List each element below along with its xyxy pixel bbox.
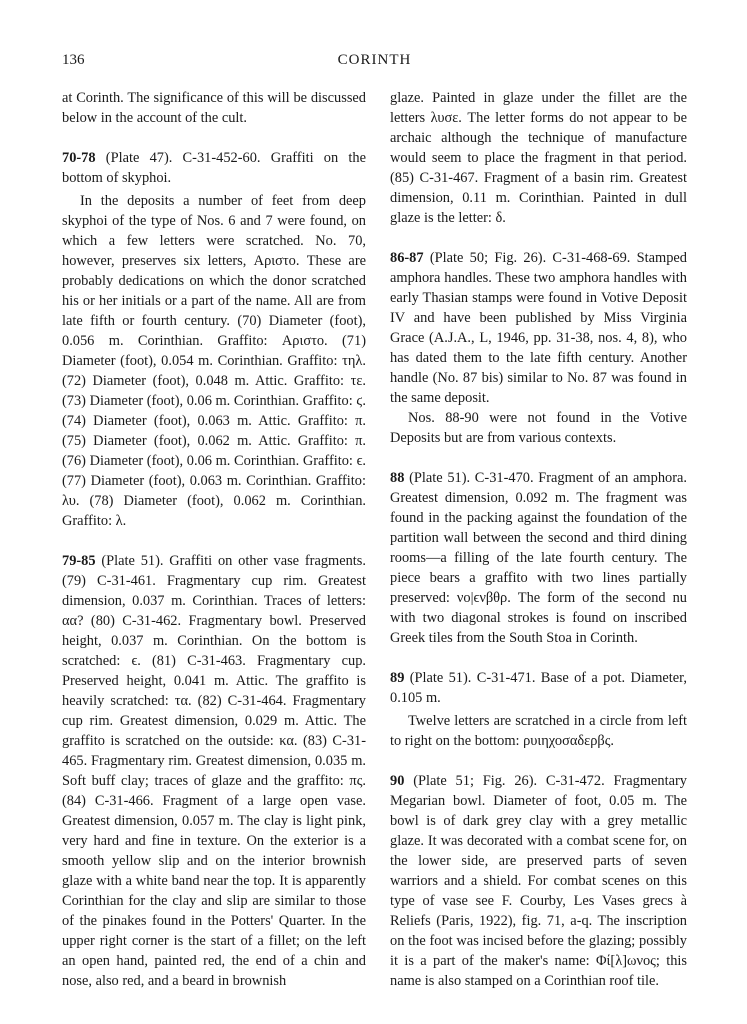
catalogue-entry-90: 90 (Plate 51; Fig. 26). C-31-472. Fragmentary Megarian bowl. Diameter of foot, 0.05 m. The bowl is of dark grey clay with a grey metallic glaze. It was decorated with a combat scene for, on the lower side, are preserved parts of seven warriors and a shield. For combat scenes on this type of vase see F. Courby, Les Vases grecs à Reliefs (Paris, 1922), fig. 71, a-q. The inscription on the foot was incised before the glazing; possibly it is a part of the maker's name: Φί[λ]ωνος; this name is also stamped on a Corinthian roof tile. bbox=[390, 773, 687, 989]
note-nos-88-90: Nos. 88-90 were not found in the Votive Deposits but are from various contexts. bbox=[390, 410, 687, 446]
catalogue-entry-79-85: 79-85 (Plate 51). Graffiti on other vase fragments. (79) C-31-461. Fragmentary cup rim. Greatest dimension, 0.037 m. Corinthian. Traces of letters: αα? (80) C-31-462. Fragmentary bowl. Preserved height, 0.037 m. Corinthian. On the bottom is scratched: ϵ. (81) C-31-463. Fragmentary cup. Preserved height, 0.041 m. Attic. The graffito is heavily scratched: τα. (82) C-31-464. Fragmentary cup rim. Greatest dimension, 0.029 m. Attic. The graffito is scratched on the outside: κα. (83) C-31-465. Fragmentary rim. Greatest dimension, 0.035 m. Soft buff clay; traces of glaze and the graffito: πς. (84) C-31-466. Fragment of a large open vase. Greatest dimension, 0.057 m. The clay is light pink, very hard and fine in texture. On the exterior is a smooth yellow slip and on the interior brownish glaze with a white band near the top. It is apparently Corinthian for the clay and slip are similar to those of the pinakes found in the Potters' Quarter. In the upper right corner is the start of a fillet; on the left an open hand, painted red, the end of a chin and nose, also red, and a beard in brownish bbox=[62, 553, 366, 989]
catalogue-entry-86-87: 86-87 (Plate 50; Fig. 26). C-31-468-69. Stamped amphora handles. These two amphora handles with early Thasian stamps were found in Votive Deposit IV and have been published by Miss Virginia Grace (A.J.A., L, 1946, pp. 31-38, nos. 4, 8), who has dated them to the late fifth century. Another handle (No. 87 bis) similar to No. 87 was found in the same deposit. bbox=[390, 250, 687, 406]
catalogue-entry-70-78-body: In the deposits a number of feet from deep skyphoi of the type of Nos. 6 and 7 were found, on which a few letters were scratched. No. 70, however, preserves six letters, Αριστο. These are probably dedications on which the donor scratched his or her initials or a part of the name. All are from late fifth or fourth century. (70) Diameter (foot), 0.056 m. Corinthian. Graffito: Αριστο. (71) Diameter (foot), 0.054 m. Corinthian. Graffito: τηλ. (72) Diameter (foot), 0.048 m. Attic. Graffito: τε. (73) Diameter (foot), 0.06 m. Corinthian. Graffito: ϛ. (74) Diameter (foot), 0.063 m. Attic. Graffito: π. (75) Diameter (foot), 0.062 m. Attic. Graffito: π. (76) Diameter (foot), 0.06 m. Corinthian. Graffito: ϵ. (77) Diameter (foot), 0.063 m. Corinthian. Graffito: λυ. (78) Diameter (foot), 0.062 m. Corinthian. Graffito: λ. bbox=[62, 193, 366, 529]
catalogue-entry-79-85-continuation: glaze. Painted in glaze under the fillet are the letters λυσε. The letter forms do not appear to be archaic although the technique of manufacture would seem to place the fragment in that period. (85) C-31-467. Fragment of a basin rim. Greatest dimension, 0.11 m. Corinthian. Painted in dull glaze is the letter: δ. bbox=[390, 90, 687, 226]
catalogue-entry-70-78-heading: 70-78 (Plate 47). C-31-452-60. Graffiti on the bottom of skyphoi. bbox=[62, 150, 366, 186]
catalogue-entry-88: 88 (Plate 51). C-31-470. Fragment of an amphora. Greatest dimension, 0.092 m. The fragment was found in the packing against the foundation of the partition wall between the second and third dining rooms—a filling of the late fourth century. The piece bears a graffito with two lines partially preserved: νο|ϵνβθρ. The form of the second nu with two diagonal strokes is found on inscribed Greek tiles from the South Stoa in Corinth. bbox=[390, 470, 687, 646]
left-column bbox=[62, 88, 366, 991]
page-number: 136 bbox=[62, 52, 85, 68]
page-header bbox=[62, 52, 687, 76]
catalogue-entry-89-heading: 89 (Plate 51). C-31-471. Base of a pot. Diameter, 0.105 m. bbox=[390, 670, 687, 706]
paragraph-continuation: at Corinth. The significance of this will be discussed below in the account of the cult. bbox=[62, 90, 366, 126]
running-head: CORINTH bbox=[337, 52, 412, 68]
catalogue-entry-89-body: Twelve letters are scratched in a circle from left to right on the bottom: ρυιηχοσαδερβς. bbox=[390, 713, 687, 749]
right-column bbox=[390, 88, 687, 991]
